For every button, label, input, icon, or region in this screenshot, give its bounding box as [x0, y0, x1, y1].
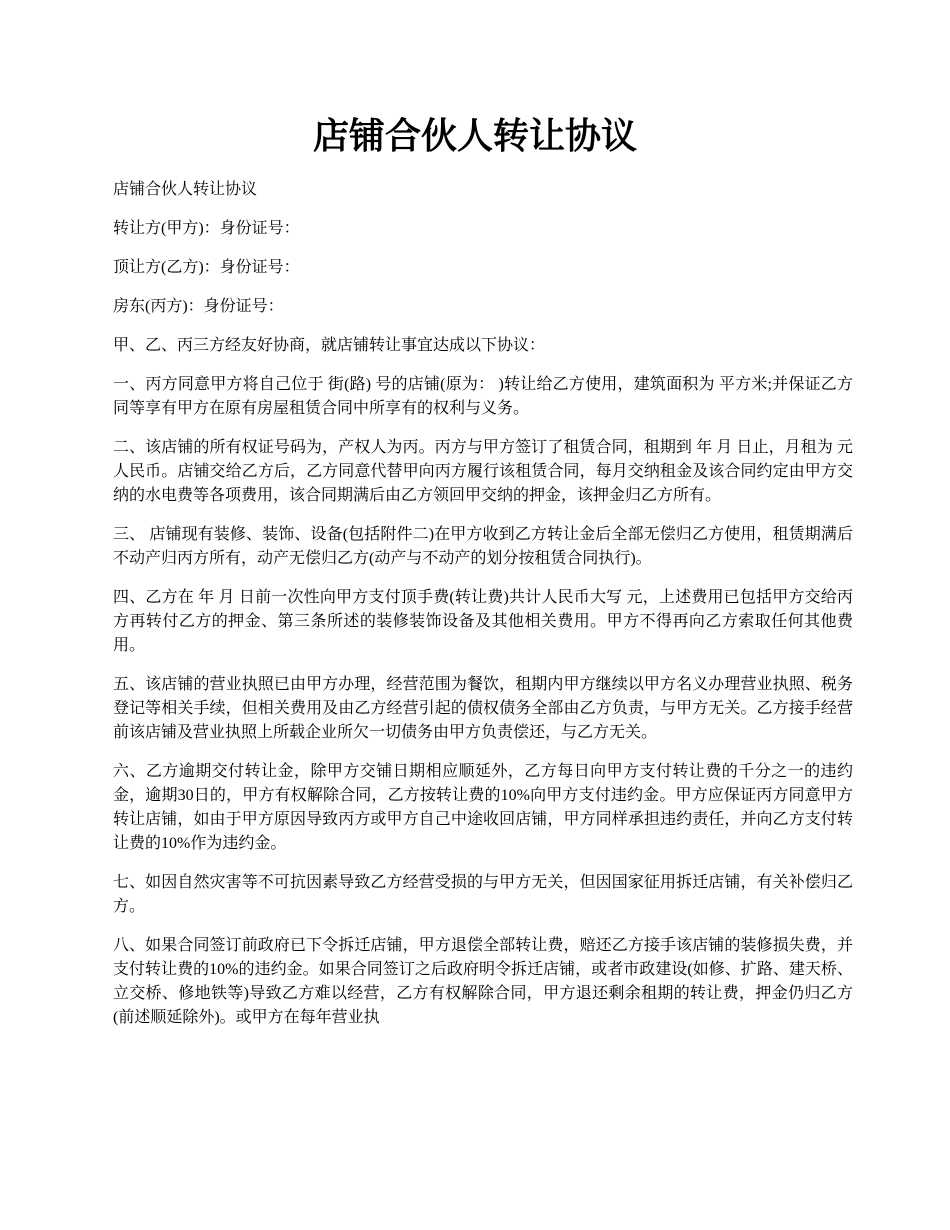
paragraph-clause-6: 六、乙方逾期交付转让金，除甲方交铺日期相应顺延外，乙方每日向甲方支付转让费的千分之一的违约金，逾期30日的，甲方有权解除合同，乙方按转让费的10%向甲方支付违约金。甲方应保证丙方同意甲方转让店铺，如由于甲方原因导致丙方或甲方自己中途收回店铺，甲方同样承担违约责任，并向乙方支付转让费的10%作为违约金。 — [113, 763, 853, 852]
document-title: 店铺合伙人转让协议 — [312, 115, 637, 157]
paragraph-party-b: 顶让方(乙方)：身份证号： — [113, 259, 300, 276]
paragraph-clause-1: 一、丙方同意甲方将自己位于 街(路) 号的店铺(原为： )转让给乙方使用，建筑面积为 平方米;并保证乙方同等享有甲方在原有房屋租赁合同中所享有的权利与义务。 — [113, 376, 853, 417]
paragraph-preamble: 甲、乙、丙三方经友好协商，就店铺转让事宜达成以下协议： — [113, 337, 546, 354]
paragraph-clause-7: 七、如因自然灾害等不可抗因素导致乙方经营受损的与甲方无关，但因国家征用拆迁店铺，有关补偿归乙方。 — [113, 874, 853, 915]
paragraph-clause-2: 二、该店铺的所有权证号码为，产权人为丙。丙方与甲方签订了租赁合同，租期到 年 月 日止，月租为 元人民币。店铺交给乙方后，乙方同意代替甲向丙方履行该租赁合同，每月交纳租金及该合同约定由甲方交纳的水电费等各项费用，该合同期满后由乙方领回甲交纳的押金，该押金归乙方所有。 — [113, 439, 853, 504]
paragraph-clause-4: 四、乙方在 年 月 日前一次性向甲方支付顶手费(转让费)共计人民币大写 元，上述费用已包括甲方交给丙方再转付乙方的押金、第三条所述的装修装饰设备及其他相关费用。甲方不得再向乙方索取任何其他费用。 — [113, 589, 853, 654]
paragraph-clause-3: 三、 店铺现有装修、装饰、设备(包括附件二)在甲方收到乙方转让金后全部无偿归乙方使用，租赁期满后不动产归丙方所有，动产无偿归乙方(动产与不动产的划分按租赁合同执行)。 — [113, 526, 853, 567]
paragraph-clause-5: 五、该店铺的营业执照已由甲方办理，经营范围为餐饮，租期内甲方继续以甲方名义办理营业执照、税务登记等相关手续，但相关费用及由乙方经营引起的债权债务全部由乙方负责，与甲方无关。乙方接手经营前该店铺及营业执照上所载企业所欠一切债务由甲方负责偿还，与乙方无关。 — [113, 676, 853, 741]
document-body — [113, 178, 853, 1045]
paragraph-clause-8: 八、如果合同签订前政府已下令拆迁店铺，甲方退偿全部转让费，赔还乙方接手该店铺的装修损失费，并支付转让费的10%的违约金。如果合同签订之后政府明令拆迁店铺，或者市政建设(如修、扩路、建天桥、立交桥、修地铁等)导致乙方难以经营，乙方有权解除合同，甲方退还剩余租期的转让费，押金仍归乙方(前述顺延除外)。或甲方在每年营业执 — [113, 937, 853, 1026]
paragraph-party-c: 房东(丙方)：身份证号： — [113, 298, 284, 315]
paragraph-party-a: 转让方(甲方)：身份证号： — [113, 220, 300, 237]
paragraph-subtitle: 店铺合伙人转让协议 — [113, 181, 258, 198]
